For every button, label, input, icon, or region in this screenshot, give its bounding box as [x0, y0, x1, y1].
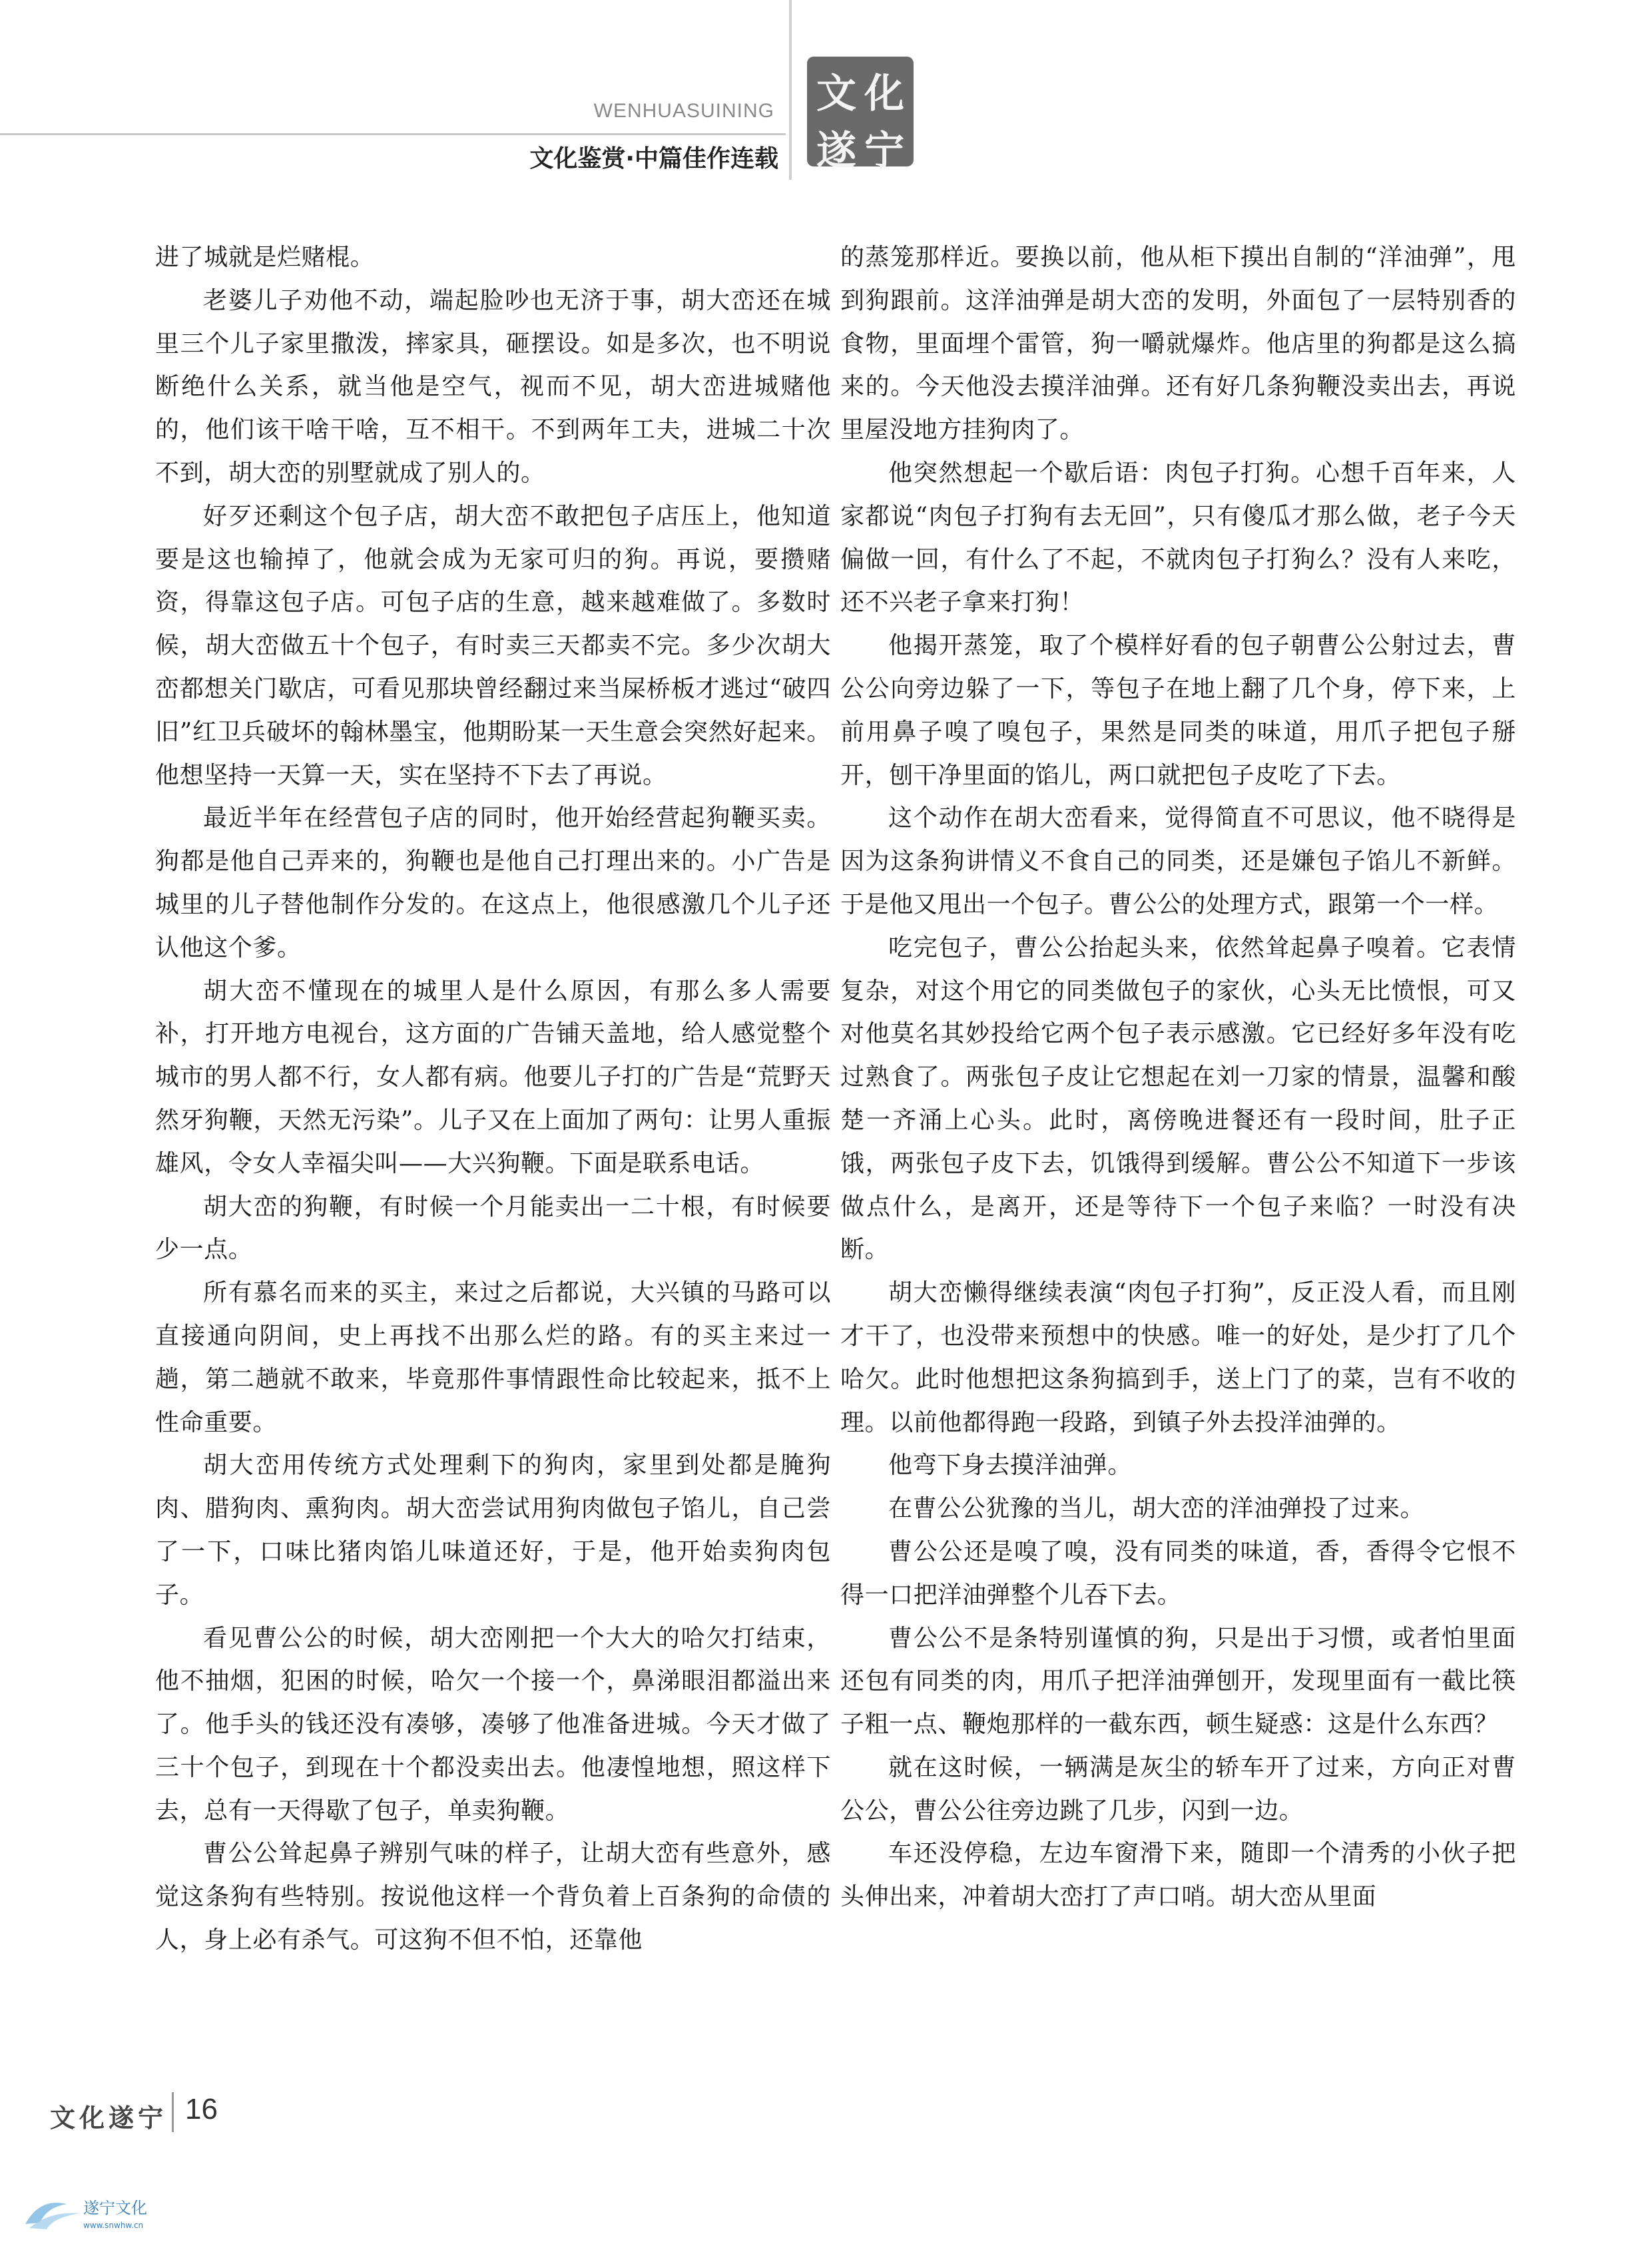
paragraph: 看见曹公公的时候，胡大峦刚把一个大大的哈欠打结束，他不抽烟，犯困的时候，哈欠一个接一个，鼻涕眼泪都溢出来了。他手头的钱还没有凑够，凑够了他准备进城。今天才做了三十个包子，到现在十个都没卖出去。他凄惶地想，照这样下去，总有一天得歇了包子，单卖狗鞭。: [155, 1624, 831, 1824]
paragraph: 吃完包子，曹公公抬起头来，依然耸起鼻子嗅着。它表情复杂，对这个用它的同类做包子的家伙，心头无比愤恨，可又对他莫名其妙投给它两个包子表示感激。它已经好多年没有吃过熟食了。两张包子皮让它想起在刘一刀家的情景，温馨和酸楚一齐涌上心头。此时，离傍晚进餐还有一段时间，肚子正饿，两张包子皮下去，饥饿得到缓解。曹公公不知道下一步该做点什么，是离开，还是等待下一个包子来临？一时没有决断。: [840, 934, 1516, 1264]
paragraph: 就在这时候，一辆满是灰尘的轿车开了过来，方向正对曹公公，曹公公往旁边跳了几步，闪到一边。: [840, 1753, 1516, 1824]
seal-char: 宁: [864, 128, 904, 174]
header-vertical-rule: [789, 0, 792, 180]
watermark-logo: [20, 2191, 180, 2235]
paragraph: 老婆儿子劝他不动，端起脸吵也无济于事，胡大峦还在城里三个儿子家里撒泼，摔家具，砸摆设。如是多次，也不明说断绝什么关系，就当他是空气，视而不见，胡大峦进城赌他的，他们该干啥干啥，互不相干。不到两年工夫，进城二十次不到，胡大峦的别墅就成了别人的。: [155, 286, 831, 487]
left-text-column: [155, 236, 831, 1962]
paragraph: 胡大峦用传统方式处理剩下的狗肉，家里到处都是腌狗肉、腊狗肉、熏狗肉。胡大峦尝试用狗肉做包子馅儿，自己尝了一下，口味比猪肉馅儿味道还好，于是，他开始卖狗肉包子。: [155, 1452, 831, 1609]
paragraph: 在曹公公犹豫的当儿，胡大峦的洋油弹投了过来。: [888, 1495, 1425, 1523]
paragraph: 进了城就是烂赌棍。: [155, 244, 375, 271]
paragraph: 胡大峦不懂现在的城里人是什么原因，有那么多人需要补，打开地方电视台，这方面的广告铺天盖地，给人感觉整个城市的男人都不行，女人都有病。他要儿子打的广告是“荒野天然牙狗鞭，天然无污染”。儿子又在上面加了两句：让男人重振雄风，令女人幸福尖叫——大兴狗鞭。下面是联系电话。: [155, 977, 831, 1177]
paragraph: 车还没停稳，左边车窗滑下来，随即一个清秀的小伙子把头伸出来，冲着胡大峦打了声口哨。胡大峦从里面: [840, 1840, 1516, 1911]
header-pinyin: WENHUASUINING: [593, 100, 774, 122]
header-horizontal-rule: [0, 133, 786, 135]
paragraph: 胡大峦的狗鞭，有时候一个月能卖出一二十根，有时候要少一点。: [155, 1193, 831, 1264]
paragraph: 曹公公不是条特别谨慎的狗，只是出于习惯，或者怕里面还包有同类的肉，用爪子把洋油弹刨开，发现里面有一截比筷子粗一点、鞭炮那样的一截东西，顿生疑惑：这是什么东西？: [840, 1624, 1516, 1739]
paragraph: 所有慕名而来的买主，来过之后都说，大兴镇的马路可以直接通向阴间，史上再找不出那么烂的路。有的买主来过一趟，第二趟就不敢来，毕竟那件事情跟性命比较起来，抵不上性命重要。: [155, 1279, 831, 1436]
paragraph: 的蒸笼那样近。要换以前，他从柜下摸出自制的“洋油弹”，甩到狗跟前。这洋油弹是胡大峦的发明，外面包了一层特别香的食物，里面埋个雷管，狗一嚼就爆炸。他店里的狗都是这么搞来的。今天他没去摸洋油弹。还有好几条狗鞭没卖出去，再说里屋没地方挂狗肉了。: [840, 244, 1516, 444]
column-title: 文化鉴赏·中篇佳作连载: [529, 145, 778, 172]
paragraph: 这个动作在胡大峦看来，觉得简直不可思议，他不晓得是因为这条狗讲情义不食自己的同类，还是嫌包子馅儿不新鲜。于是他又甩出一个包子。曹公公的处理方式，跟第一个一样。: [840, 804, 1516, 918]
watermark-url: www.snwhw.cn: [83, 2221, 144, 2230]
paragraph: 最近半年在经营包子店的同时，他开始经营起狗鞭买卖。狗都是他自己弄来的，狗鞭也是他自己打理出来的。小广告是城里的儿子替他制作分发的。在这点上，他很感激几个儿子还认他这个爹。: [155, 804, 831, 962]
seal-char: 遂: [816, 128, 856, 174]
magazine-seal-logo: [807, 57, 914, 174]
seal-char: 化: [864, 71, 904, 117]
right-text-column: [840, 236, 1516, 1919]
footer-divider: [172, 2092, 174, 2132]
paragraph: 曹公公还是嗅了嗅，没有同类的味道，香，香得令它恨不得一口把洋油弹整个儿吞下去。: [840, 1538, 1516, 1609]
paragraph: 胡大峦懒得继续表演“肉包子打狗”，反正没人看，而且刚才干了，也没带来预想中的快感。唯一的好处，是少打了几个哈欠。此时他想把这条狗搞到手，送上门了的菜，岂有不收的理。以前他都得跑一段路，到镇子外去投洋油弹的。: [840, 1279, 1516, 1436]
paragraph: 他突然想起一个歇后语：肉包子打狗。心想千百年来，人家都说“肉包子打狗有去无回”，只有傻瓜才那么做，老子今天偏做一回，有什么了不起，不就肉包子打狗么？没有人来吃，还不兴老子拿来打狗！: [840, 459, 1516, 617]
paragraph: 好歹还剩这个包子店，胡大峦不敢把包子店压上，他知道要是这也输掉了，他就会成为无家可归的狗。再说，要攒赌资，得靠这包子店。可包子店的生意，越来越难做了。多数时候，胡大峦做五十个包子，有时卖三天都卖不完。多少次胡大峦都想关门歇店，可看见那块曾经翻过来当屎桥板才逃过“破四旧”红卫兵破坏的翰林墨宝，他期盼某一天生意会突然好起来。他想坚持一天算一天，实在坚持不下去了再说。: [155, 502, 831, 789]
paragraph: 他弯下身去摸洋油弹。: [888, 1452, 1133, 1480]
watermark-cn: 遂宁文化: [83, 2199, 147, 2217]
footer-magazine-title: 文化遂宁: [50, 2103, 168, 2133]
seal-char: 文: [816, 71, 856, 117]
page-number: 16: [185, 2093, 218, 2125]
paragraph: 曹公公耸起鼻子辨别气味的样子，让胡大峦有些意外，感觉这条狗有些特别。按说他这样一个背负着上百条狗的命债的人，身上必有杀气。可这狗不但不怕，还靠他: [155, 1840, 831, 1954]
paragraph: 他揭开蒸笼，取了个模样好看的包子朝曹公公射过去，曹公公向旁边躲了一下，等包子在地上翻了几个身，停下来，上前用鼻子嗅了嗅包子，果然是同类的味道，用爪子把包子掰开，刨干净里面的馅儿，两口就把包子皮吃了下去。: [840, 632, 1516, 789]
